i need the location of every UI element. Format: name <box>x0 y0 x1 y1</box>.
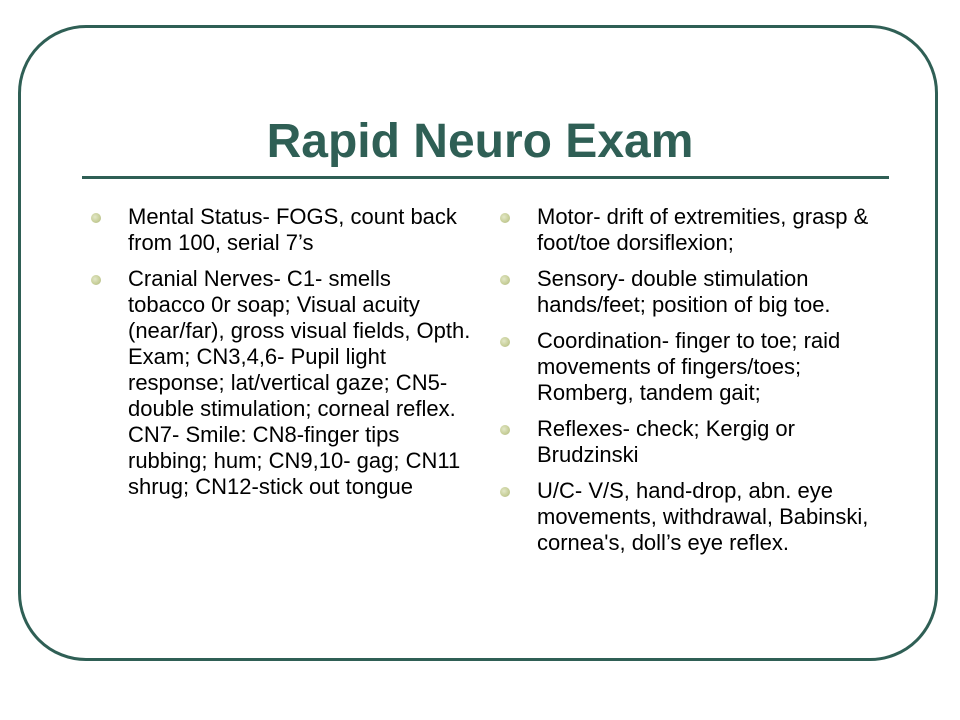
list-item <box>497 266 897 318</box>
bullet-icon <box>500 275 510 285</box>
bullet-icon <box>500 213 510 223</box>
list-item-text: Reflexes- check; Kergig or Brudzinski <box>537 416 795 467</box>
title-divider <box>82 176 889 179</box>
list-item <box>497 478 897 556</box>
bullet-icon <box>91 275 101 285</box>
list-item-text: Sensory- double stimulation hands/feet; position of big toe. <box>537 266 831 317</box>
list-item <box>497 204 897 256</box>
list-item <box>497 328 897 406</box>
right-bullet-list <box>497 204 897 566</box>
list-item-text: U/C- V/S, hand-drop, abn. eye movements, withdrawal, Babinski, cornea's, doll’s eye reflex. <box>537 478 869 555</box>
bullet-icon <box>500 487 510 497</box>
list-item-text: Motor- drift of extremities, grasp & foot/toe dorsiflexion; <box>537 204 869 255</box>
bullet-icon <box>91 213 101 223</box>
list-item-text: Coordination- finger to toe; raid movements of fingers/toes; Romberg, tandem gait; <box>537 328 841 405</box>
list-item <box>497 416 897 468</box>
bullet-icon <box>500 337 510 347</box>
left-bullet-list <box>88 204 473 510</box>
list-item <box>88 204 473 256</box>
list-item-text: Mental Status- FOGS, count back from 100, serial 7’s <box>128 204 457 255</box>
list-item <box>88 266 473 500</box>
list-item-text: Cranial Nerves- C1- smells tobacco 0r soap; Visual acuity (near/far), gross visual fields, Opth. Exam; CN3,4,6- Pupil light response; lat/vertical gaze; CN5- double stimulation; corneal reflex. CN7- Smile: CN8-finger tips rubbing; hum; CN9,10- gag; CN11 shrug; CN12-stick out tongue <box>128 266 471 499</box>
slide-title: Rapid Neuro Exam <box>266 115 694 168</box>
bullet-icon <box>500 425 510 435</box>
